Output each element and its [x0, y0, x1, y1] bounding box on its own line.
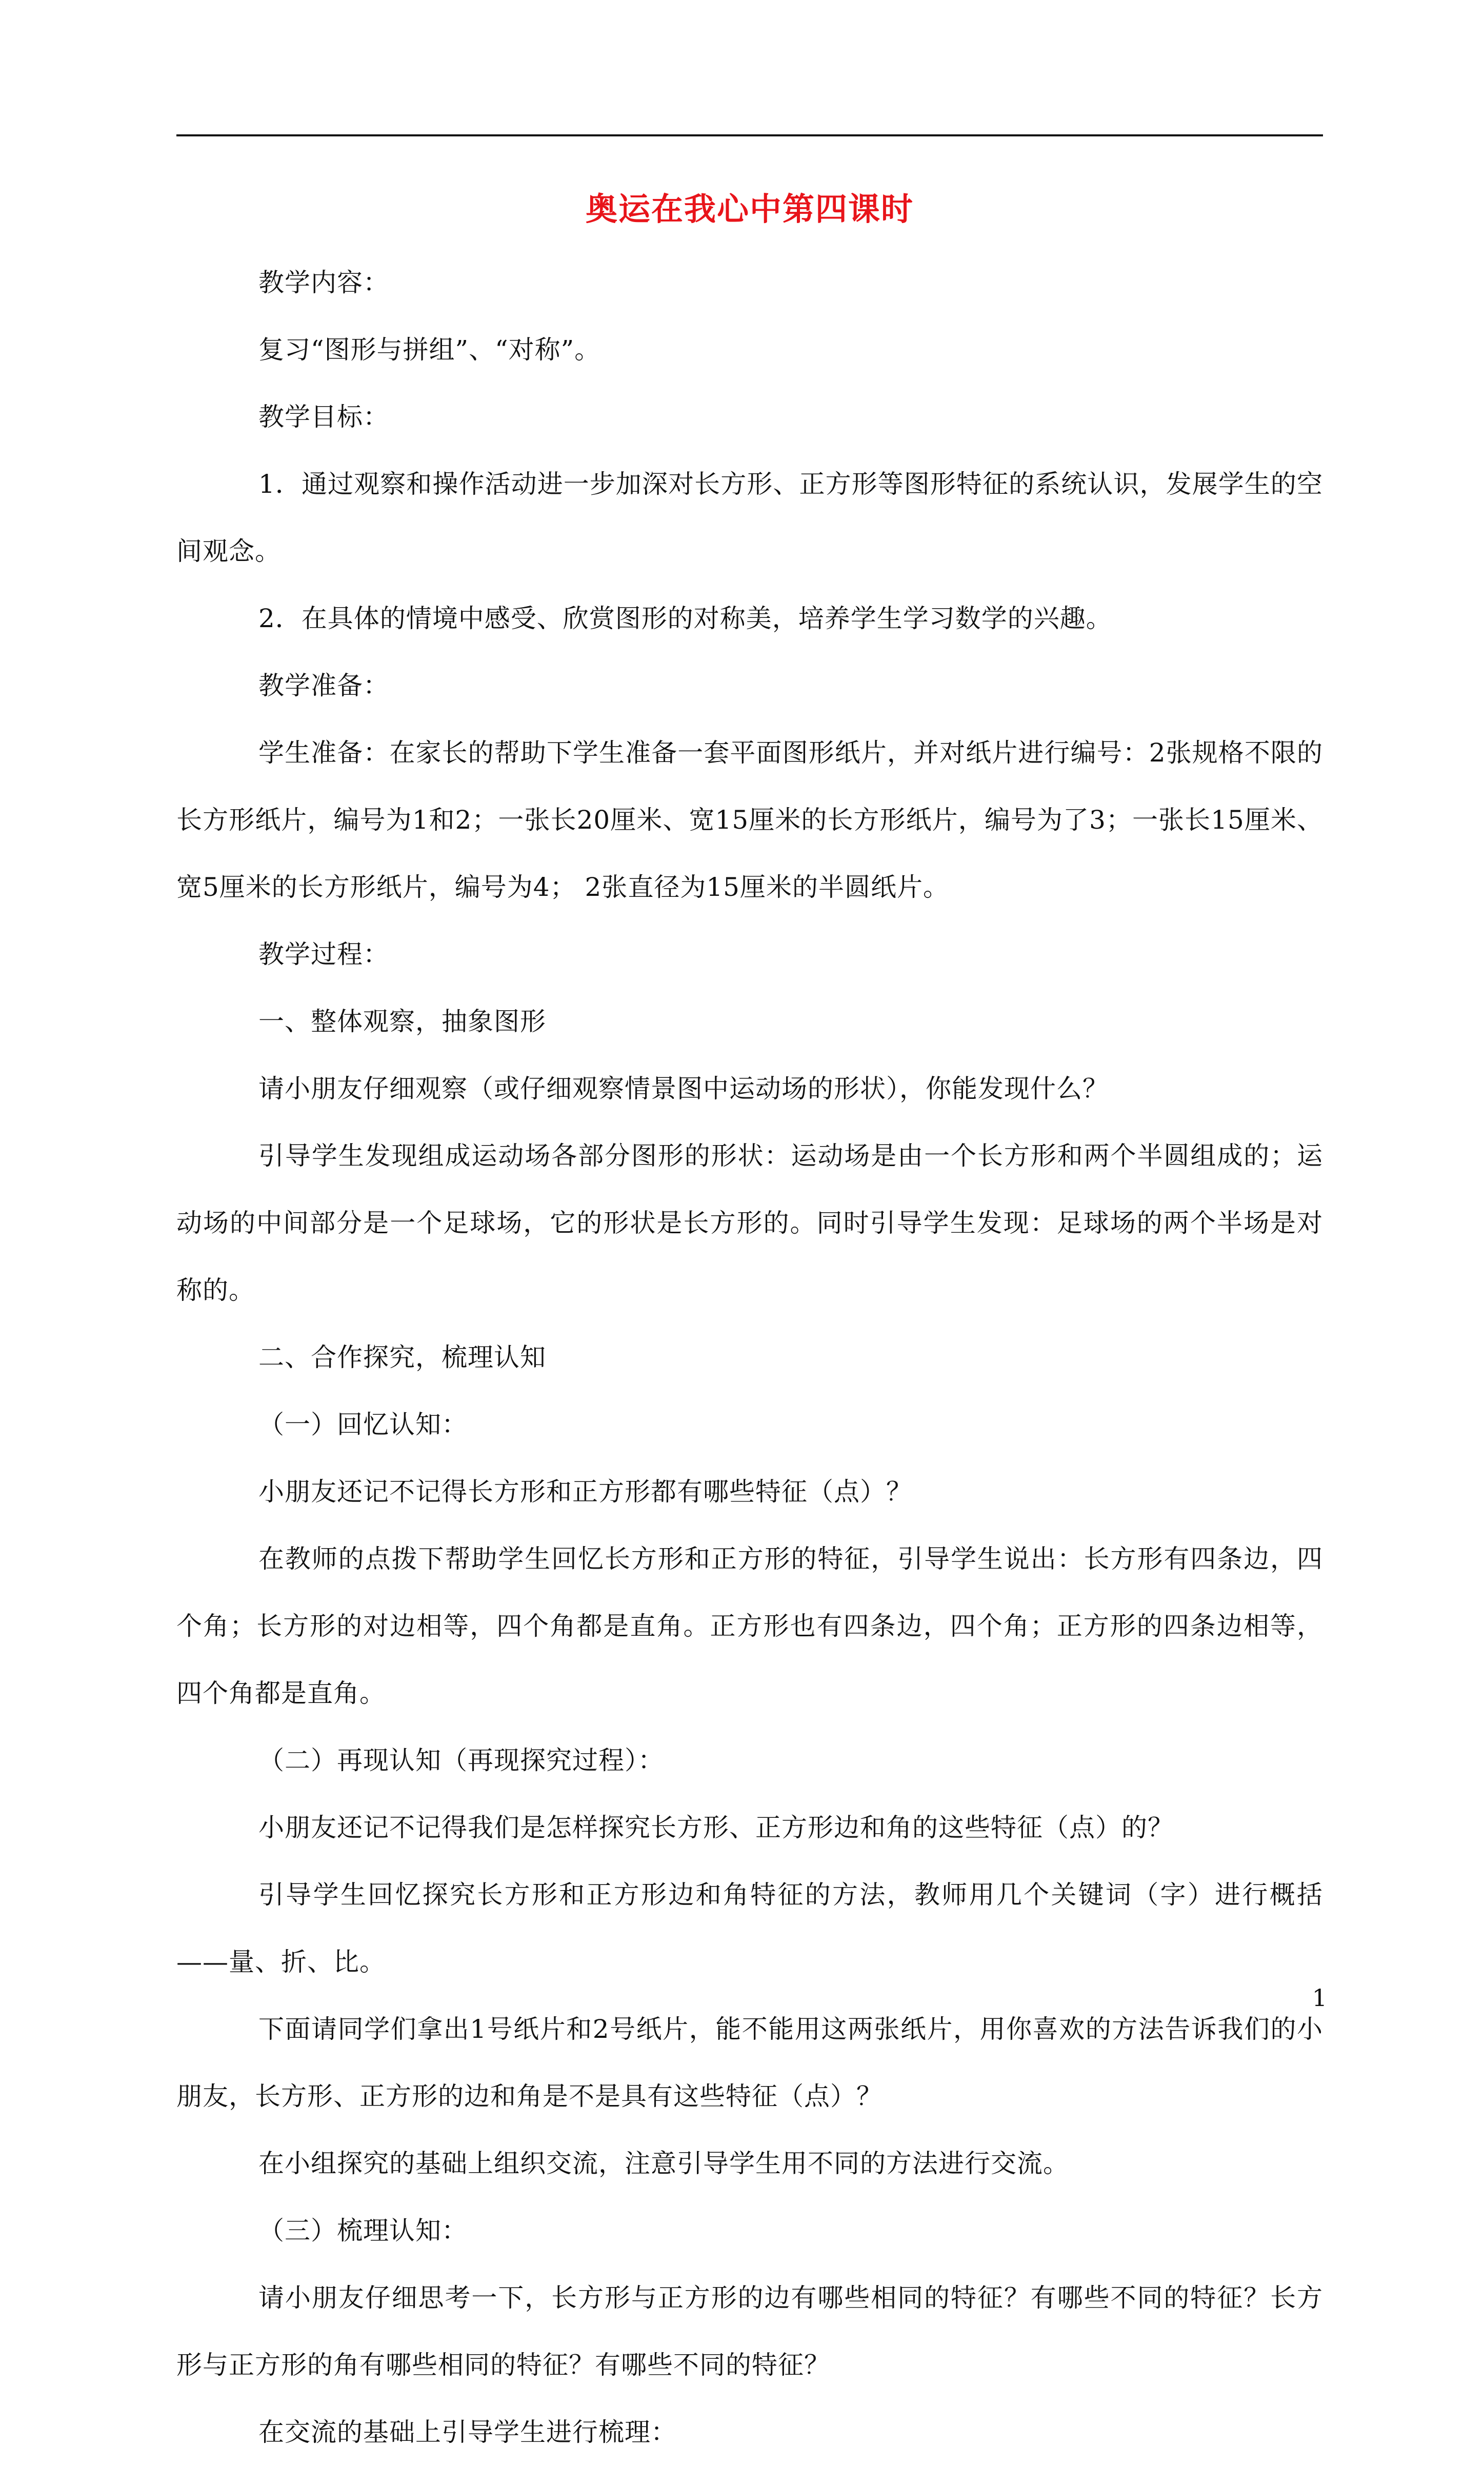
document-body	[176, 249, 1323, 2466]
paragraph: 1．通过观察和操作活动进一步加深对长方形、正方形等图形特征的系统认识，发展学生的空间观念。	[176, 469, 1323, 566]
paragraph: 教学过程：	[258, 939, 389, 969]
paragraph: 复习“图形与拼组”、“对称”。	[258, 335, 601, 365]
paragraph: 引导学生回忆探究长方形和正方形边和角特征的方法，教师用几个关键词（字）进行概括——量、折、比。	[176, 1880, 1323, 1977]
paragraph: 小朋友还记不记得我们是怎样探究长方形、正方形边和角的这些特征（点）的？	[258, 1813, 1174, 1842]
header-rule	[176, 134, 1323, 136]
paragraph: 2．在具体的情境中感受、欣赏图形的对称美，培养学生学习数学的兴趣。	[258, 604, 1112, 633]
paragraph: 教学准备：	[258, 671, 389, 700]
page-number: 1	[1312, 1984, 1327, 2012]
paragraph: 请小朋友仔细思考一下，长方形与正方形的边有哪些相同的特征？有哪些不同的特征？长方形与正方形的角有哪些相同的特征？有哪些不同的特征？	[176, 2283, 1323, 2380]
paragraph: （三）梳理认知：	[258, 2216, 468, 2246]
paragraph: 教学目标：	[258, 402, 389, 432]
paragraph: 一、整体观察，抽象图形	[258, 1007, 546, 1036]
paragraph: 在交流的基础上引导学生进行梳理：	[258, 2417, 677, 2447]
paragraph: （二）再现认知（再现探究过程）：	[258, 1746, 664, 1775]
paragraph: 请小朋友仔细观察（或仔细观察情景图中运动场的形状），你能发现什么？	[258, 1074, 1109, 1104]
paragraph: （一）回忆认知：	[258, 1410, 468, 1439]
paragraph: 二、合作探究，梳理认知	[258, 1342, 546, 1372]
paragraph: 引导学生发现组成运动场各部分图形的形状：运动场是由一个长方形和两个半圆组成的；运动场的中间部分是一个足球场，它的形状是长方形的。同时引导学生发现：足球场的两个半场是对称的。	[176, 1141, 1323, 1305]
paragraph: 教学内容：	[258, 268, 389, 297]
paragraph: 小朋友还记不记得长方形和正方形都有哪些特征（点）？	[258, 1477, 912, 1507]
document-title: 奥运在我心中第四课时	[585, 190, 914, 228]
paragraph: 学生准备：在家长的帮助下学生准备一套平面图形纸片，并对纸片进行编号：2张规格不限的长方形纸片，编号为1和2；一张长20厘米、宽15厘米的长方形纸片，编号为了3；一张长15厘米、宽5厘米的长方形纸片，编号为4； 2张直径为15厘米的半圆纸片。	[176, 738, 1323, 902]
paragraph: 下面请同学们拿出1号纸片和2号纸片，能不能用这两张纸片，用你喜欢的方法告诉我们的小朋友，长方形、正方形的边和角是不是具有这些特征（点）？	[176, 2014, 1323, 2111]
paragraph: 在小组探究的基础上组织交流，注意引导学生用不同的方法进行交流。	[258, 2149, 1069, 2178]
paragraph: 在教师的点拨下帮助学生回忆长方形和正方形的特征，引导学生说出：长方形有四条边，四个角；长方形的对边相等，四个角都是直角。正方形也有四条边，四个角；正方形的四条边相等，四个角都是直角。	[176, 1544, 1323, 1708]
